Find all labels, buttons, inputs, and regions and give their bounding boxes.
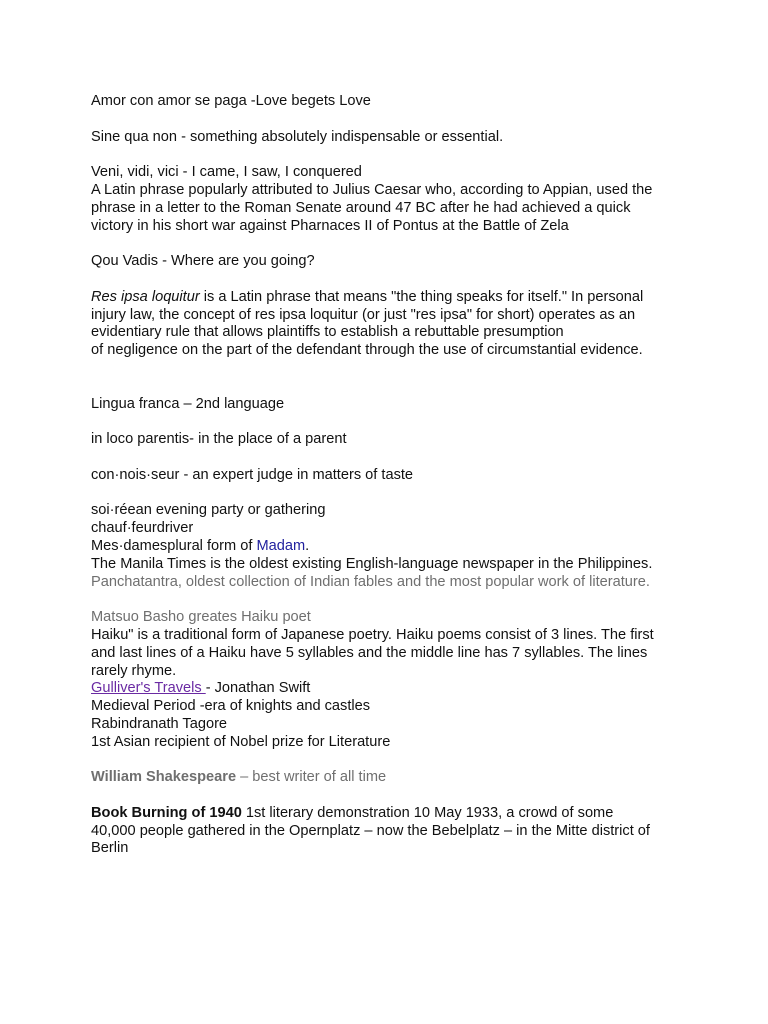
- veni-description-line-2: phrase in a letter to the Roman Senate around 47 BC after he had achieved a quick: [91, 199, 631, 216]
- veni-description-line-1: A Latin phrase popularly attributed to Julius Caesar who, according to Appian, used the: [91, 181, 653, 198]
- phrase-quo-vadis: Qou Vadis - Where are you going?: [91, 253, 315, 270]
- mesdames-period: .: [305, 537, 310, 554]
- phrase-veni-vidi-vici: Veni, vidi, vici - I came, I saw, I conquered: [91, 164, 362, 181]
- fact-tagore-nobel: 1st Asian recipient of Nobel prize for Literature: [91, 733, 391, 750]
- res-ipsa-line-3: evidentiary rule that allows plaintiffs to establish a rebuttable presumption: [91, 324, 564, 341]
- haiku-line-1: Haiku" is a traditional form of Japanese poetry. Haiku poems consist of 3 lines. The first: [91, 626, 654, 643]
- gullivers-travels-link[interactable]: Gulliver's Travels: [91, 680, 206, 697]
- res-ipsa-line-2: injury law, the concept of res ipsa loquitur (or just "res ipsa" for short) operates as an: [91, 306, 636, 323]
- fact-tagore-name: Rabindranath Tagore: [91, 715, 228, 732]
- shakespeare-name: William Shakespeare: [91, 769, 237, 786]
- fact-panchatantra: Panchatantra, oldest collection of Indian fables and the most popular work of literature.: [91, 573, 650, 590]
- phrase-sine-qua-non: Sine qua non - something absolutely indispensable or essential.: [91, 128, 504, 145]
- book-burning-line-3: Berlin: [91, 840, 129, 857]
- phrase-amor: Amor con amor se paga -Love begets Love: [91, 93, 371, 109]
- res-ipsa-line-1: [91, 289, 691, 307]
- shakespeare-description: – best writer of all time: [236, 769, 387, 786]
- fact-manila-times: The Manila Times is the oldest existing English-language newspaper in the Philippines.: [91, 555, 653, 572]
- fact-gullivers-travels: [91, 680, 691, 698]
- res-ipsa-definition: is a Latin phrase that means "the thing speaks for itself." In personal: [199, 288, 644, 305]
- fact-medieval-period: Medieval Period -era of knights and castles: [91, 698, 371, 715]
- word-connoisseur: con·nois·seur - an expert judge in matters of taste: [91, 466, 414, 483]
- res-ipsa-term: Res ipsa loquitur: [91, 288, 200, 305]
- res-ipsa-line-4: of negligence on the part of the defendant through the use of circumstantial evidence.: [91, 342, 643, 359]
- haiku-line-2: and last lines of a Haiku have 5 syllables and the middle line has 7 syllables. The lines: [91, 644, 648, 661]
- word-mesdames: [91, 538, 691, 556]
- book-burning-description: 1st literary demonstration 10 May 1933, a crowd of some: [241, 804, 614, 821]
- phrase-in-loco-parentis: in loco parentis- in the place of a parent: [91, 431, 347, 448]
- fact-shakespeare: [91, 769, 691, 787]
- mesdames-text: Mes·damesplural form of: [91, 537, 257, 554]
- document-body: [91, 93, 691, 858]
- book-burning-line-2: 40,000 people gathered in the Opernplatz – now the Bebelplatz – in the Mitte district of: [91, 822, 650, 839]
- book-burning-line-1: [91, 805, 691, 823]
- phrase-lingua-franca: Lingua franca – 2nd language: [91, 395, 285, 412]
- veni-description-line-3: victory in his short war against Pharnaces II of Pontus at the Battle of Zela: [91, 217, 569, 234]
- book-burning-title: Book Burning of 1940: [91, 804, 242, 821]
- fact-matsuo-basho: Matsuo Basho greates Haiku poet: [91, 609, 311, 626]
- word-soiree: soi·réean evening party or gathering: [91, 502, 326, 519]
- madam-link[interactable]: Madam: [256, 537, 306, 554]
- word-chauffeur: chauf·feurdriver: [91, 520, 194, 537]
- haiku-line-3: rarely rhyme.: [91, 662, 177, 679]
- gullivers-author: - Jonathan Swift: [205, 680, 311, 697]
